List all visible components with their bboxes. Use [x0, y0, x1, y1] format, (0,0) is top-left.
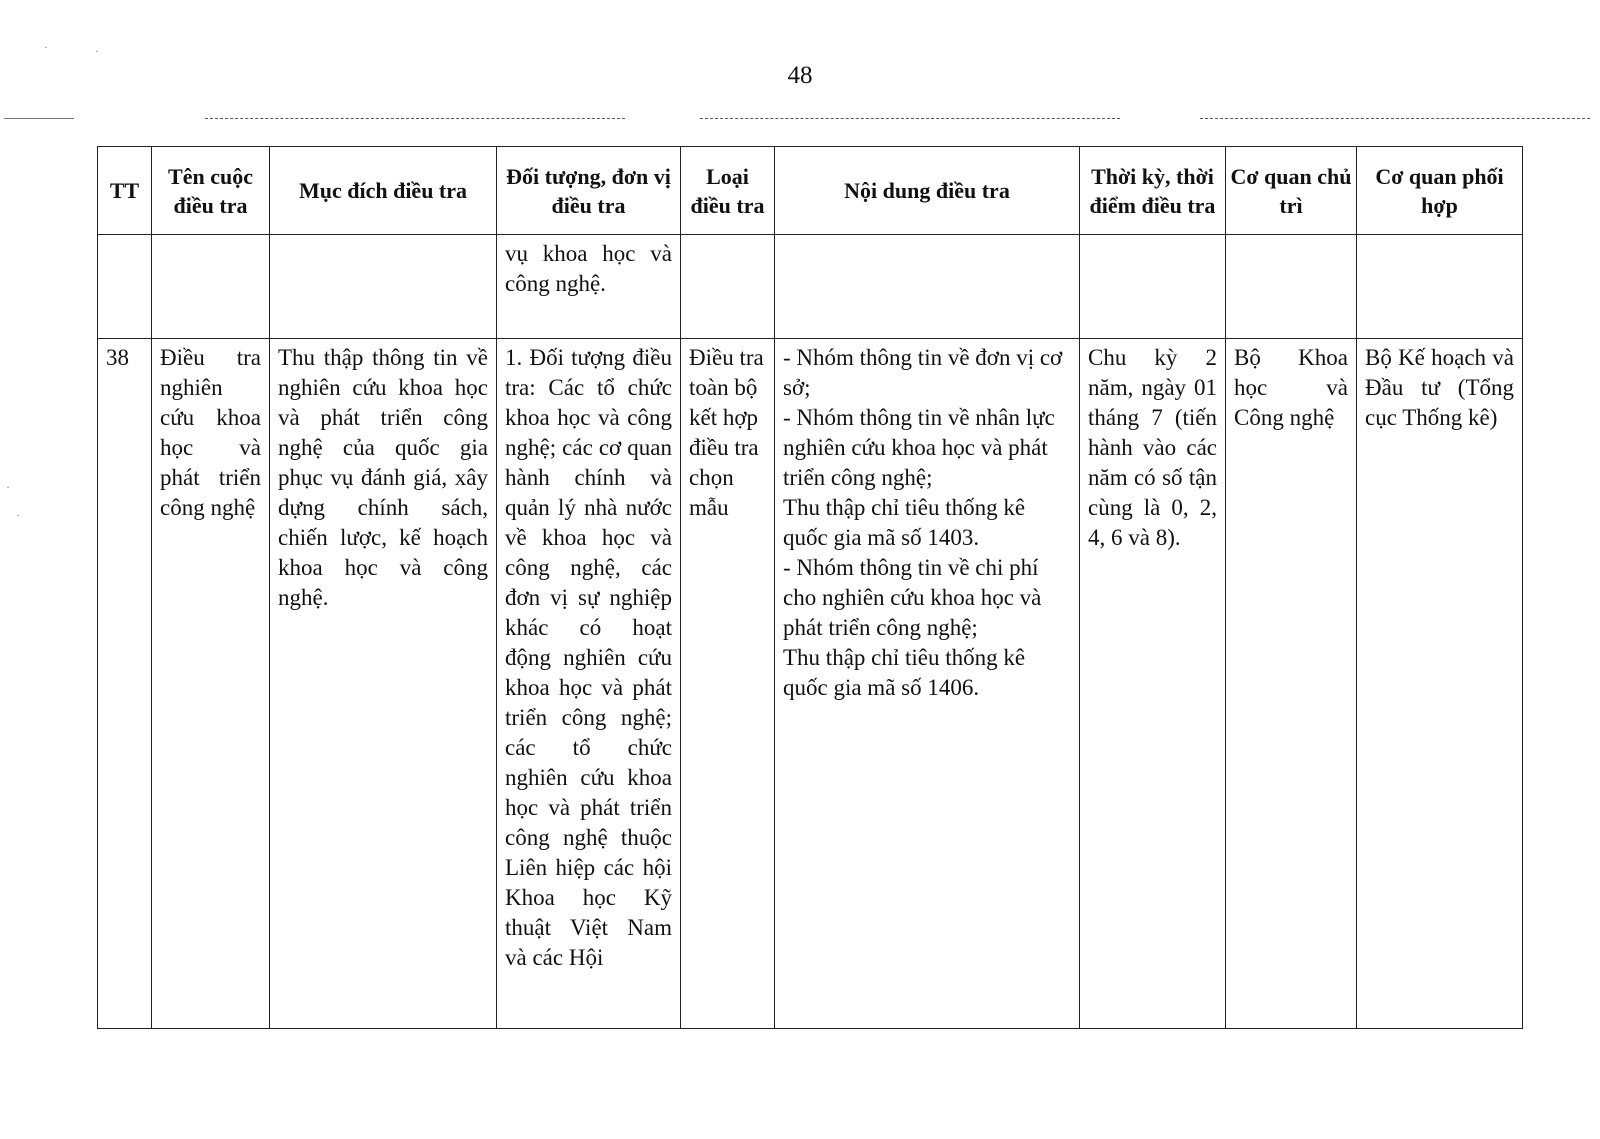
table-header-row [98, 147, 1523, 235]
header-coop-agency: Cơ quan phối hợp [1357, 147, 1523, 235]
header-content: Nội dung điều tra [775, 147, 1080, 235]
header-survey-type: Loại điều tra [681, 147, 775, 235]
header-rule [205, 118, 625, 119]
header-rule [1200, 118, 1590, 119]
table-row-continuation [98, 235, 1523, 339]
cell-purpose: Thu thập thông tin về nghiên cứu khoa học và phát triển công nghệ của quốc gia phục vụ đánh giá, xây dựng chính sách, chiến lược, kế hoạch khoa học và công nghệ. [270, 339, 497, 1029]
cell-empty [152, 235, 270, 339]
cell-subjects: 1. Đối tượng điều tra: Các tổ chức khoa học và công nghệ; các cơ quan hành chính và quản lý nhà nước về khoa học và công nghệ, các đơn vị sự nghiệp khác có hoạt động nghiên cứu khoa học và phát triển công nghệ; các tổ chức nghiên cứu khoa học và phát triển công nghệ thuộc Liên hiệp các hội Khoa học Kỹ thuật Việt Nam và các Hội [497, 339, 681, 1029]
header-rule [700, 118, 1120, 119]
header-subjects: Đối tượng, đơn vị điều tra [497, 147, 681, 235]
survey-table [97, 146, 1523, 1029]
cell-empty [98, 235, 152, 339]
scan-speck: · [16, 508, 20, 522]
content-line: Thu thập chỉ tiêu thống kê quốc gia mã số 1403. [783, 495, 1026, 550]
table-row-38 [98, 339, 1523, 1029]
page-number: 48 [787, 62, 813, 89]
cell-survey-type: Điều tra toàn bộ kết hợp điều tra chọn mẫu [681, 339, 775, 1029]
cell-empty [1357, 235, 1523, 339]
cell-lead-agency: Bộ Khoa học và Công nghệ [1226, 339, 1357, 1029]
scan-speck: · [6, 480, 10, 494]
cell-empty [1080, 235, 1226, 339]
header-purpose: Mục đích điều tra [270, 147, 497, 235]
content-line: - Nhóm thông tin về đơn vị cơ sở; [783, 345, 1063, 400]
content-line: - Nhóm thông tin về nhân lực nghiên cứu khoa học và phát triển công nghệ; [783, 405, 1055, 490]
scan-speck: · [95, 44, 99, 58]
cell-tt: 38 [98, 339, 152, 1029]
header-rule [4, 118, 74, 119]
cell-empty [681, 235, 775, 339]
scan-speck: · [44, 40, 48, 54]
header-period: Thời kỳ, thời điểm điều tra [1080, 147, 1226, 235]
cell-period: Chu kỳ 2 năm, ngày 01 tháng 7 (tiến hành vào các năm có số tận cùng là 0, 2, 4, 6 và 8). [1080, 339, 1226, 1029]
cell-subjects-continued: vụ khoa học và công nghệ. [497, 235, 681, 339]
cell-empty [1226, 235, 1357, 339]
header-survey-name: Tên cuộc điều tra [152, 147, 270, 235]
header-tt: TT [98, 147, 152, 235]
cell-survey-name: Điều tra nghiên cứu khoa học và phát triển công nghệ [152, 339, 270, 1029]
content-line: - Nhóm thông tin về chi phí cho nghiên cứu khoa học và phát triển công nghệ; [783, 555, 1042, 640]
cell-coop-agency: Bộ Kế hoạch và Đầu tư (Tổng cục Thống kê) [1357, 339, 1523, 1029]
header-lead-agency: Cơ quan chủ trì [1226, 147, 1357, 235]
cell-empty [270, 235, 497, 339]
cell-empty [775, 235, 1080, 339]
content-line: Thu thập chỉ tiêu thống kê quốc gia mã số 1406. [783, 645, 1026, 700]
cell-content [775, 339, 1080, 1029]
